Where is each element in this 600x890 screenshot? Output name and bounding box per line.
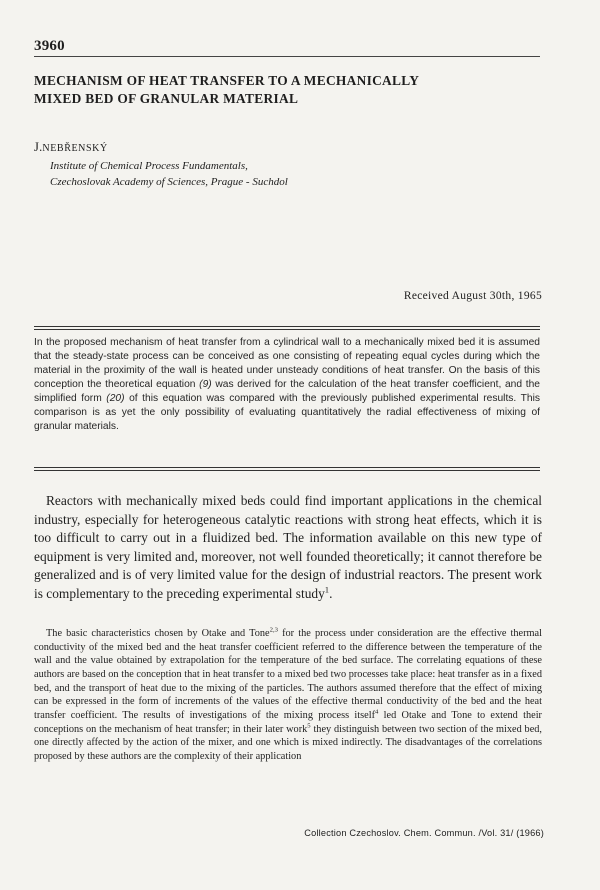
abstract-top-rule (34, 326, 540, 327)
author-initial: J. (34, 140, 43, 154)
article-title: MECHANISM OF HEAT TRANSFER TO A MECHANICALLY MIXED BED OF GRANULAR MATERIAL (34, 73, 419, 106)
page-number: 3960 (34, 38, 65, 54)
abstract-text-3: of this equation was compared with the previously published experimental results. This comparison is as yet the only possibility of evaluating quantitatively the radial effectiveness of mixing of granular materials. (34, 393, 540, 432)
header-rule (34, 56, 540, 57)
affiliation-line-1: Institute of Chemical Process Fundamentals, (50, 160, 248, 172)
abstract-top-rule-2 (34, 329, 540, 330)
journal-footer: Collection Czechoslov. Chem. Commun. /Vol. 31/ (1966) (304, 828, 544, 838)
citation-4: 4 (375, 708, 379, 716)
body-text-3: led Otake and Tone to extend their conceptions on the mechanism of heat transfer; in their later work (34, 709, 542, 735)
abstract-bottom-rule-2 (34, 470, 540, 471)
intro-text: Reactors with mechanically mixed beds could find important applications in the chemical industry, especially for heterogeneous catalytic reactions with strong heat effects, which it is too difficult to carry out in a fluidized bed. The information available on this new type of equipment is very limited and, moreover, not well founded theoretically; it cannot therefore be generalized and is of very limited value for the design of industrial reactors. The present work is complementary to the preceding experimental study (34, 493, 542, 601)
author-name (34, 140, 108, 155)
citation-5: 5 (307, 722, 311, 730)
abstract-text-1: In the proposed mechanism of heat transfer from a cylindrical wall to a mechanically mixed bed it is assumed that the steady-state process can be conceived as one consisting of repeating equal cycles during which the material in the proximity of the wall is heated under unsteady conditions of heat transfer. On the basis of this conception the theoretical equation (34, 337, 540, 390)
received-date: Received August 30th, 1965 (403, 290, 542, 302)
intro-end: . (329, 585, 333, 601)
affiliation-line-2: Czechoslovak Academy of Sciences, Prague - Suchdol (50, 175, 288, 188)
author-surname: NEBŘENSKÝ (42, 143, 108, 154)
abstract (34, 336, 540, 434)
introduction-paragraph (34, 492, 542, 604)
equation-ref-9: (9) (199, 379, 212, 390)
citation-2-3: 2,3 (269, 626, 278, 634)
citation-1: 1 (324, 584, 330, 595)
equation-ref-20: (20) (106, 393, 125, 404)
body-text-1: The basic characteristics chosen by Otake and Tone (46, 628, 270, 639)
body-text-4: they distinguish between two section of the mixed bed, one directly affected by the action of the mixer, and one which is mixed indirectly. The disadvantages of the correlations proposed by these authors are the complexity of their application (34, 723, 542, 762)
author-affiliation (50, 159, 288, 190)
body-text-2: for the process under consideration are the effective thermal conductivity of the mixed bed and the heat transfer coefficient referred to the difference between the temperature of the wall and the value obtained by extrapolation for the temperature of the bed surface. The correlating equations of these authors are based on the conception that in heat transfer to a mixed bed two processes take place: heat transfer as in a fixed bed, and the transport of heat due to the mixing of the particles. The authors assumed therefore that the effect of mixing can be expressed in the form of increments of the values of the effective thermal conductivity of the bed and the heat transfer coefficient. The results of investigations of the mixing process itself (34, 628, 542, 721)
abstract-bottom-rule (34, 467, 540, 468)
body-paragraph (34, 627, 542, 764)
abstract-text-2: was derived for the calculation of the heat transfer coefficient, and the simplified form (34, 379, 540, 404)
